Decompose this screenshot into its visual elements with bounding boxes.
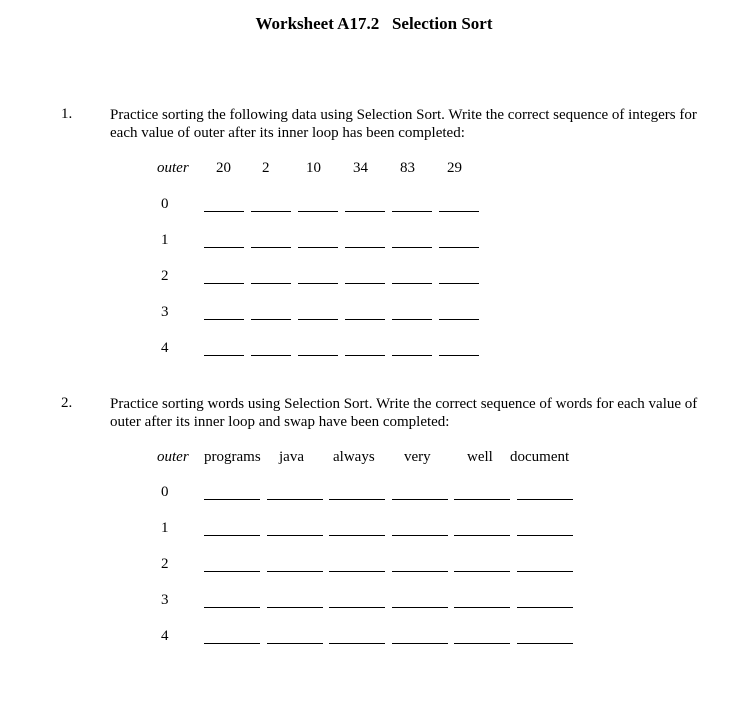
q1-answer-blank[interactable] xyxy=(204,247,244,248)
q1-answer-blank[interactable] xyxy=(392,283,432,284)
q1-answer-blank[interactable] xyxy=(298,211,338,212)
q1-answer-blank[interactable] xyxy=(251,355,291,356)
q2-answer-blank[interactable] xyxy=(329,499,385,500)
q2-answer-blank[interactable] xyxy=(329,535,385,536)
q2-answer-blank[interactable] xyxy=(392,535,448,536)
q2-answer-blank[interactable] xyxy=(329,643,385,644)
q2-answer-blank[interactable] xyxy=(392,607,448,608)
q1-answer-blank[interactable] xyxy=(204,283,244,284)
q2-answer-blank[interactable] xyxy=(267,571,323,572)
q1-answer-blank[interactable] xyxy=(204,211,244,212)
q2-header-value: programs xyxy=(204,449,261,465)
q1-header-value: 83 xyxy=(400,160,415,176)
q2-answer-blank[interactable] xyxy=(392,499,448,500)
q1-answer-blank[interactable] xyxy=(204,319,244,320)
q2-answer-blank[interactable] xyxy=(392,571,448,572)
q2-header-value: well xyxy=(467,449,493,465)
q2-answer-blank[interactable] xyxy=(267,643,323,644)
q2-outer-label: outer xyxy=(157,449,189,465)
q2-answer-blank[interactable] xyxy=(454,535,510,536)
q2-outer-row-label: 0 xyxy=(161,484,169,500)
q2-header-value: very xyxy=(404,449,431,465)
q2-outer-row-label: 3 xyxy=(161,592,169,608)
q1-answer-blank[interactable] xyxy=(345,355,385,356)
q1-answer-blank[interactable] xyxy=(392,319,432,320)
q2-answer-blank[interactable] xyxy=(267,607,323,608)
question-2-text: Practice sorting words using Selection Sort. Write the correct sequence of words for each value of outer after its inner loop and swap have been completed: xyxy=(110,396,698,430)
q1-answer-blank[interactable] xyxy=(251,319,291,320)
q2-answer-blank[interactable] xyxy=(204,643,260,644)
question-1-text: Practice sorting the following data using Selection Sort. Write the correct sequence of integers for each value of outer after its inner loop has been completed: xyxy=(110,107,697,141)
q1-answer-blank[interactable] xyxy=(439,211,479,212)
q1-answer-blank[interactable] xyxy=(298,355,338,356)
q2-outer-row-label: 1 xyxy=(161,520,169,536)
q2-header-value: document xyxy=(510,449,570,465)
q2-answer-blank[interactable] xyxy=(204,535,260,536)
q1-answer-blank[interactable] xyxy=(439,247,479,248)
q1-header-value: 20 xyxy=(216,160,231,176)
q1-answer-blank[interactable] xyxy=(204,355,244,356)
q1-answer-blank[interactable] xyxy=(392,247,432,248)
q2-header-value: always xyxy=(333,449,375,465)
q1-outer-row-label: 2 xyxy=(161,268,169,284)
q1-answer-blank[interactable] xyxy=(439,319,479,320)
q1-answer-blank[interactable] xyxy=(251,247,291,248)
q1-outer-row-label: 0 xyxy=(161,196,169,212)
q1-answer-blank[interactable] xyxy=(251,211,291,212)
q1-answer-blank[interactable] xyxy=(439,355,479,356)
q1-answer-blank[interactable] xyxy=(439,283,479,284)
q2-answer-blank[interactable] xyxy=(329,607,385,608)
q1-answer-blank[interactable] xyxy=(298,319,338,320)
q1-header-value: 34 xyxy=(353,160,368,176)
q1-outer-row-label: 1 xyxy=(161,232,169,248)
q1-answer-blank[interactable] xyxy=(345,211,385,212)
q1-answer-blank[interactable] xyxy=(392,211,432,212)
q2-outer-row-label: 4 xyxy=(161,628,169,644)
q1-outer-row-label: 4 xyxy=(161,340,169,356)
q2-answer-blank[interactable] xyxy=(517,571,573,572)
q1-answer-blank[interactable] xyxy=(392,355,432,356)
q1-answer-blank[interactable] xyxy=(298,247,338,248)
q1-header-value: 2 xyxy=(262,160,270,176)
q2-answer-blank[interactable] xyxy=(392,643,448,644)
q2-answer-blank[interactable] xyxy=(517,499,573,500)
question-1-number: 1. xyxy=(61,106,73,122)
page-title: Worksheet A17.2 Selection Sort xyxy=(255,14,493,33)
q2-answer-blank[interactable] xyxy=(454,607,510,608)
q1-answer-blank[interactable] xyxy=(345,283,385,284)
q2-outer-row-label: 2 xyxy=(161,556,169,572)
q1-answer-blank[interactable] xyxy=(345,319,385,320)
q2-answer-blank[interactable] xyxy=(517,607,573,608)
q2-answer-blank[interactable] xyxy=(517,643,573,644)
q2-answer-blank[interactable] xyxy=(329,571,385,572)
q1-outer-label: outer xyxy=(157,160,189,176)
q2-answer-blank[interactable] xyxy=(267,535,323,536)
q1-header-value: 10 xyxy=(306,160,321,176)
q2-answer-blank[interactable] xyxy=(204,499,260,500)
q2-answer-blank[interactable] xyxy=(454,571,510,572)
q1-outer-row-label: 3 xyxy=(161,304,169,320)
q1-answer-blank[interactable] xyxy=(298,283,338,284)
q1-header-value: 29 xyxy=(447,160,462,176)
q2-answer-blank[interactable] xyxy=(454,643,510,644)
q2-header-value: java xyxy=(279,449,304,465)
q2-answer-blank[interactable] xyxy=(204,607,260,608)
question-2-number: 2. xyxy=(61,395,73,411)
q2-answer-blank[interactable] xyxy=(517,535,573,536)
q1-answer-blank[interactable] xyxy=(345,247,385,248)
q2-answer-blank[interactable] xyxy=(204,571,260,572)
q2-answer-blank[interactable] xyxy=(454,499,510,500)
q2-answer-blank[interactable] xyxy=(267,499,323,500)
q1-answer-blank[interactable] xyxy=(251,283,291,284)
